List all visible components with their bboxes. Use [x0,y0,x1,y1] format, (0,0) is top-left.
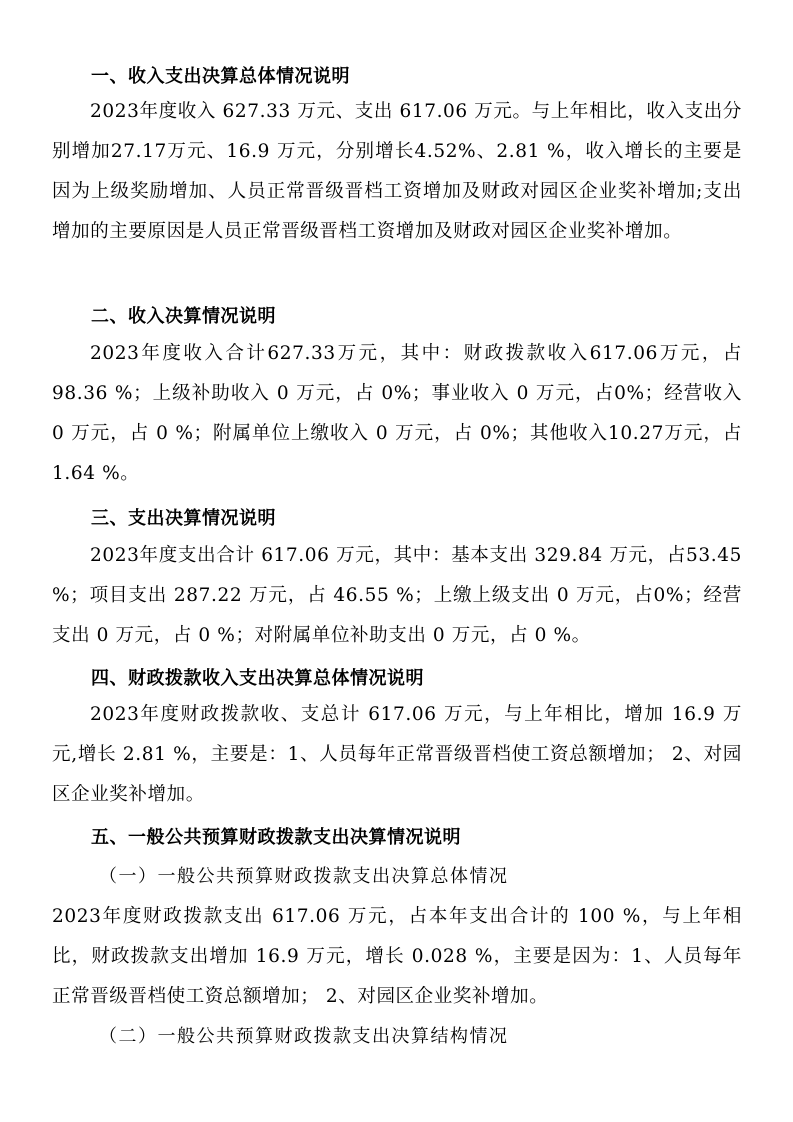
section-4-body: 2023年度财政拨款收、支总计 617.06 万元，与上年相比，增加 16.9 万元,增长 2.81 %，主要是：1、人员每年正常晋级晋档使工资总额增加； 2、对园区企业奖补增加。 [52,704,742,805]
section-5-heading: 五、一般公共预算财政拨款支出决算情况说明 [91,827,461,848]
section-3-heading: 三、支出决算情况说明 [91,508,276,529]
section-2-body: 2023年度收入合计627.33万元，其中：财政拨款收入617.06万元，占98.36 %；上级补助收入 0 万元，占 0%；事业收入 0 万元，占0%；经营收入 0 万元，占 0 %；附属单位上缴收入 0 万元，占 0%；其他收入10.27万元，占 1.64 %。 [52,343,742,484]
section-2-heading: 二、收入决算情况说明 [91,306,276,327]
section-1-heading: 一、收入支出决算总体情况说明 [91,66,350,87]
section-5-sub-1-heading: （一）一般公共预算财政拨款支出决算总体情况 [99,866,509,887]
section-4-heading: 四、财政拨款收入支出决算总体情况说明 [91,668,424,689]
section-1-body: 2023年度收入 627.33 万元、支出 617.06 万元。与上年相比，收入支出分别增加27.17万元、16.9 万元，分别增长4.52%、2.81 %，收入增长的主要是因为上级奖励增加、人员正常晋级晋档工资增加及财政对园区企业奖补增加;支出增加的主要原因是人员正常晋级晋档工资增加及财政对园区企业奖补增加。 [52,101,742,242]
section-5-sub-1-body: 2023年度财政拨款支出 617.06 万元，占本年支出合计的 100 %，与上年相比，财政拨款支出增加 16.9 万元，增长 0.028 %，主要是因为：1、人员每年正常晋级晋档使工资总额增加； 2、对园区企业奖补增加。 [52,906,742,1007]
section-3-body: 2023年度支出合计 617.06 万元，其中：基本支出 329.84 万元，占53.45 %；项目支出 287.22 万元，占 46.55 %；上缴上级支出 0 万元，占0%；经营支出 0 万元，占 0 %；对附属单位补助支出 0 万元，占 0 %。 [52,545,742,646]
section-5-sub-2-heading: （二）一般公共预算财政拨款支出决算结构情况 [99,1026,509,1047]
